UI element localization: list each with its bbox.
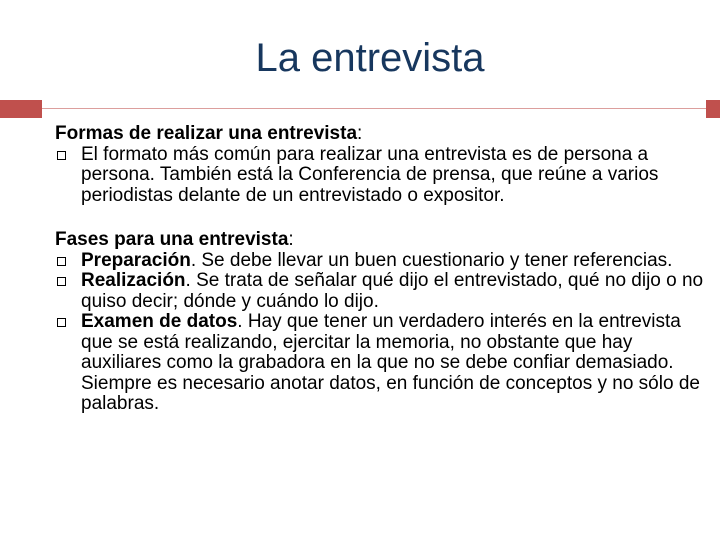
list-item <box>55 251 705 272</box>
bullet-list <box>55 251 705 415</box>
title-rule-left-block <box>0 100 42 118</box>
hollow-square-icon <box>57 151 66 160</box>
list-item-lead: Examen de datos <box>81 311 238 332</box>
list-item-text: . Se debe llevar un buen cuestionario y tener referencias. <box>190 249 673 271</box>
list-item-lead: Realización <box>81 270 186 291</box>
list-item-text: . Hay que tener un verdadero interés en la entrevista que se está realizando, ejercitar la memoria, no obstante que hay auxiliares como la grabadora en la que no se debe confiar demasiado. Siempre es necesario anotar datos, en función de conceptos y no sólo de palabras. <box>81 311 700 414</box>
section-heading <box>55 230 705 251</box>
slide-body <box>55 124 705 415</box>
section-heading-text: Fases para una entrevista <box>55 229 289 250</box>
list-item-text: . Se trata de señalar qué dijo el entrevistado, qué no dijo o no quiso decir; dónde y cuándo lo dijo. <box>81 270 704 312</box>
list-item-text: El formato más común para realizar una entrevista es de persona a persona. También está la Conferencia de prensa, que reúne a varios periodistas delante de un entrevistado o expositor. <box>81 143 659 206</box>
hollow-square-icon <box>57 318 66 327</box>
list-item-lead: Preparación <box>81 249 191 271</box>
section-heading <box>55 124 705 145</box>
hollow-square-icon <box>57 257 66 266</box>
bullet-list <box>55 145 705 207</box>
section-formas <box>55 124 705 206</box>
list-item <box>55 312 705 415</box>
section-heading-colon: : <box>288 229 294 250</box>
section-heading-colon: : <box>357 123 363 144</box>
title-rule-line <box>42 108 720 109</box>
title-rule-right-block <box>706 100 720 118</box>
list-item <box>55 271 705 312</box>
hollow-square-icon <box>57 277 66 286</box>
slide-title: La entrevista <box>255 36 485 80</box>
list-item <box>55 145 705 207</box>
section-fases <box>55 230 705 415</box>
section-heading-text: Formas de realizar una entrevista <box>55 123 358 144</box>
